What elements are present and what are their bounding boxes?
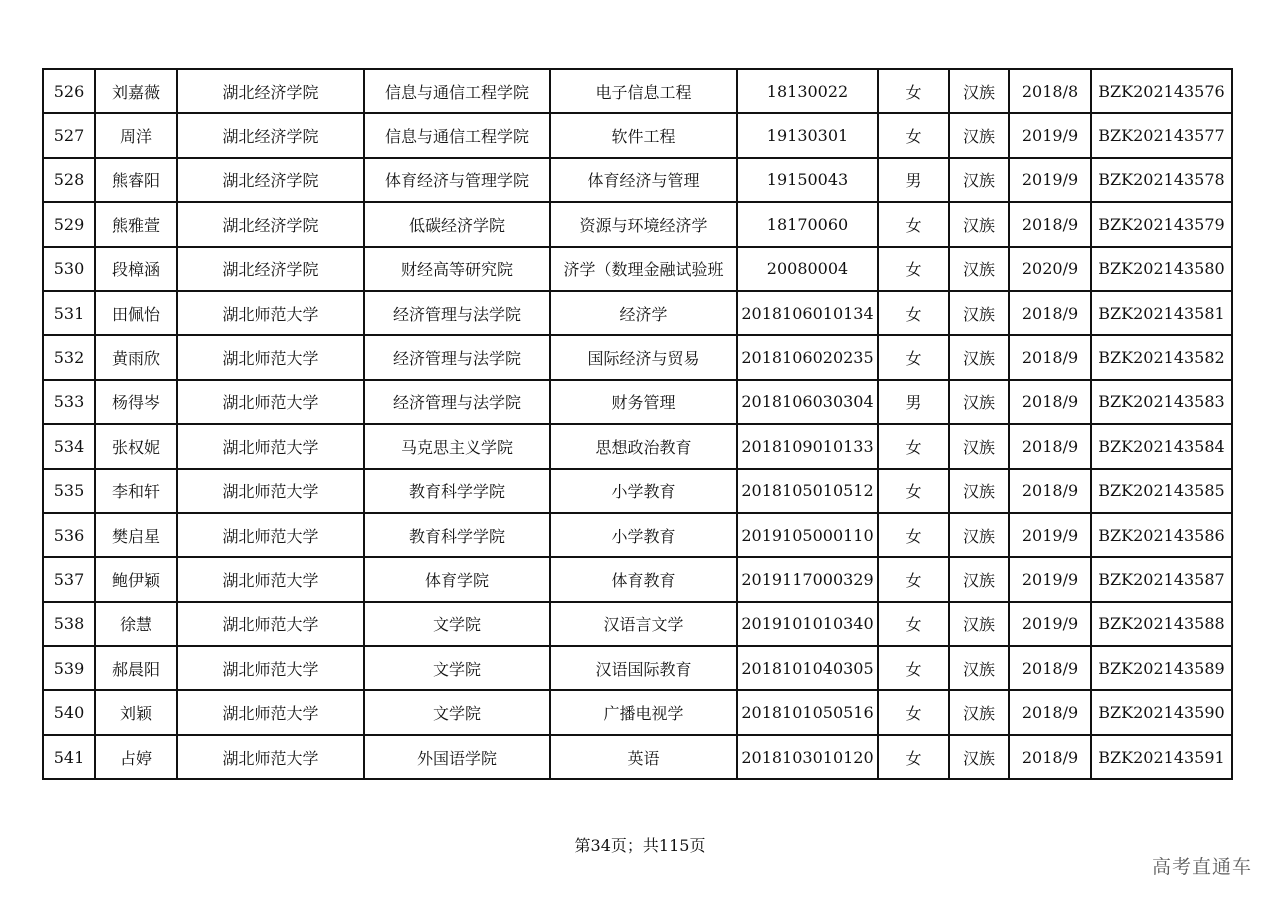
cell-number: 531: [43, 291, 95, 335]
cell-student-id: 2018106030304: [737, 380, 878, 424]
cell-ethnicity: 汉族: [949, 202, 1009, 246]
cell-student-id: 2019117000329: [737, 557, 878, 601]
cell-ethnicity: 汉族: [949, 646, 1009, 690]
cell-cert-number: BZK202143579: [1091, 202, 1232, 246]
cell-cert-number: BZK202143582: [1091, 335, 1232, 379]
cell-major: 小学教育: [550, 513, 737, 557]
cell-enroll-date: 2018/9: [1009, 469, 1091, 513]
cell-college: 经济管理与法学院: [364, 335, 550, 379]
cell-gender: 女: [878, 202, 949, 246]
table-row: [43, 690, 1232, 734]
cell-cert-number: BZK202143587: [1091, 557, 1232, 601]
cell-cert-number: BZK202143577: [1091, 113, 1232, 157]
cell-school: 湖北经济学院: [177, 158, 364, 202]
table-row: [43, 247, 1232, 291]
cell-school: 湖北师范大学: [177, 690, 364, 734]
table-row: [43, 202, 1232, 246]
cell-name: 鲍伊颖: [95, 557, 177, 601]
cell-enroll-date: 2019/9: [1009, 557, 1091, 601]
cell-cert-number: BZK202143588: [1091, 602, 1232, 646]
cell-cert-number: BZK202143585: [1091, 469, 1232, 513]
cell-college: 体育学院: [364, 557, 550, 601]
cell-school: 湖北经济学院: [177, 202, 364, 246]
table-row: [43, 335, 1232, 379]
table-row: [43, 557, 1232, 601]
cell-student-id: 20080004: [737, 247, 878, 291]
cell-cert-number: BZK202143591: [1091, 735, 1232, 779]
cell-cert-number: BZK202143576: [1091, 69, 1232, 113]
cell-enroll-date: 2018/9: [1009, 202, 1091, 246]
cell-school: 湖北师范大学: [177, 380, 364, 424]
cell-gender: 女: [878, 646, 949, 690]
cell-name: 段樟涵: [95, 247, 177, 291]
cell-name: 张权妮: [95, 424, 177, 468]
cell-cert-number: BZK202143578: [1091, 158, 1232, 202]
cell-ethnicity: 汉族: [949, 291, 1009, 335]
cell-number: 539: [43, 646, 95, 690]
cell-enroll-date: 2019/9: [1009, 513, 1091, 557]
cell-cert-number: BZK202143581: [1091, 291, 1232, 335]
cell-ethnicity: 汉族: [949, 469, 1009, 513]
cell-major: 济学（数理金融试验班: [550, 247, 737, 291]
cell-gender: 女: [878, 735, 949, 779]
cell-enroll-date: 2018/8: [1009, 69, 1091, 113]
cell-major: 小学教育: [550, 469, 737, 513]
cell-enroll-date: 2018/9: [1009, 690, 1091, 734]
page-number: 第34页；共115页: [574, 836, 706, 855]
cell-college: 教育科学学院: [364, 513, 550, 557]
cell-school: 湖北师范大学: [177, 557, 364, 601]
table-row: [43, 158, 1232, 202]
cell-number: 528: [43, 158, 95, 202]
cell-student-id: 18170060: [737, 202, 878, 246]
cell-student-id: 2018101050516: [737, 690, 878, 734]
table-row: [43, 513, 1232, 557]
cell-ethnicity: 汉族: [949, 735, 1009, 779]
cell-gender: 女: [878, 113, 949, 157]
table-row: [43, 291, 1232, 335]
cell-ethnicity: 汉族: [949, 335, 1009, 379]
cell-college: 文学院: [364, 646, 550, 690]
cell-enroll-date: 2018/9: [1009, 291, 1091, 335]
cell-gender: 女: [878, 690, 949, 734]
cell-student-id: 2018101040305: [737, 646, 878, 690]
cell-cert-number: BZK202143583: [1091, 380, 1232, 424]
cell-college: 财经高等研究院: [364, 247, 550, 291]
cell-name: 郝晨阳: [95, 646, 177, 690]
cell-name: 徐慧: [95, 602, 177, 646]
table-row: [43, 424, 1232, 468]
cell-gender: 女: [878, 69, 949, 113]
cell-ethnicity: 汉族: [949, 690, 1009, 734]
cell-student-id: 2019101010340: [737, 602, 878, 646]
cell-college: 文学院: [364, 690, 550, 734]
cell-college: 马克思主义学院: [364, 424, 550, 468]
cell-school: 湖北师范大学: [177, 513, 364, 557]
cell-name: 田佩怡: [95, 291, 177, 335]
cell-student-id: 2018106020235: [737, 335, 878, 379]
cell-cert-number: BZK202143584: [1091, 424, 1232, 468]
cell-college: 低碳经济学院: [364, 202, 550, 246]
cell-name: 占婷: [95, 735, 177, 779]
cell-college: 信息与通信工程学院: [364, 113, 550, 157]
cell-ethnicity: 汉族: [949, 513, 1009, 557]
cell-number: 532: [43, 335, 95, 379]
cell-school: 湖北师范大学: [177, 646, 364, 690]
cell-student-id: 18130022: [737, 69, 878, 113]
cell-cert-number: BZK202143589: [1091, 646, 1232, 690]
cell-enroll-date: 2018/9: [1009, 735, 1091, 779]
cell-enroll-date: 2020/9: [1009, 247, 1091, 291]
cell-enroll-date: 2018/9: [1009, 380, 1091, 424]
cell-major: 财务管理: [550, 380, 737, 424]
cell-college: 外国语学院: [364, 735, 550, 779]
cell-number: 537: [43, 557, 95, 601]
cell-student-id: 2018105010512: [737, 469, 878, 513]
cell-student-id: 2018103010120: [737, 735, 878, 779]
watermark-logo-text: 高考直通车: [1151, 856, 1252, 878]
table-row: [43, 69, 1232, 113]
cell-enroll-date: 2018/9: [1009, 424, 1091, 468]
cell-enroll-date: 2019/9: [1009, 113, 1091, 157]
cell-school: 湖北师范大学: [177, 424, 364, 468]
cell-school: 湖北师范大学: [177, 291, 364, 335]
cell-name: 熊雅萱: [95, 202, 177, 246]
cell-major: 经济学: [550, 291, 737, 335]
cell-student-id: 19130301: [737, 113, 878, 157]
cell-school: 湖北师范大学: [177, 735, 364, 779]
cell-major: 电子信息工程: [550, 69, 737, 113]
cell-ethnicity: 汉族: [949, 158, 1009, 202]
cell-enroll-date: 2018/9: [1009, 335, 1091, 379]
cell-name: 刘嘉薇: [95, 69, 177, 113]
cell-student-id: 2018106010134: [737, 291, 878, 335]
cell-number: 538: [43, 602, 95, 646]
table-row: [43, 602, 1232, 646]
cell-college: 文学院: [364, 602, 550, 646]
cell-cert-number: BZK202143590: [1091, 690, 1232, 734]
cell-college: 教育科学学院: [364, 469, 550, 513]
cell-number: 540: [43, 690, 95, 734]
cell-major: 汉语国际教育: [550, 646, 737, 690]
cell-school: 湖北师范大学: [177, 602, 364, 646]
cell-ethnicity: 汉族: [949, 247, 1009, 291]
table-row: [43, 113, 1232, 157]
cell-gender: 女: [878, 335, 949, 379]
cell-major: 软件工程: [550, 113, 737, 157]
table-body: [43, 69, 1232, 779]
cell-enroll-date: 2019/9: [1009, 158, 1091, 202]
cell-gender: 男: [878, 158, 949, 202]
table-row: [43, 646, 1232, 690]
cell-student-id: 2019105000110: [737, 513, 878, 557]
cell-ethnicity: 汉族: [949, 424, 1009, 468]
cell-student-id: 2018109010133: [737, 424, 878, 468]
cell-ethnicity: 汉族: [949, 113, 1009, 157]
cell-ethnicity: 汉族: [949, 557, 1009, 601]
cell-number: 535: [43, 469, 95, 513]
cell-major: 广播电视学: [550, 690, 737, 734]
cell-college: 体育经济与管理学院: [364, 158, 550, 202]
cell-gender: 女: [878, 602, 949, 646]
cell-cert-number: BZK202143586: [1091, 513, 1232, 557]
cell-school: 湖北师范大学: [177, 335, 364, 379]
cell-gender: 女: [878, 291, 949, 335]
table-row: [43, 469, 1232, 513]
cell-number: 534: [43, 424, 95, 468]
cell-major: 资源与环境经济学: [550, 202, 737, 246]
cell-number: 536: [43, 513, 95, 557]
cell-major: 英语: [550, 735, 737, 779]
table-row: [43, 380, 1232, 424]
cell-school: 湖北经济学院: [177, 247, 364, 291]
student-roster-table: [42, 68, 1233, 780]
cell-name: 杨得岑: [95, 380, 177, 424]
cell-gender: 女: [878, 424, 949, 468]
cell-ethnicity: 汉族: [949, 69, 1009, 113]
cell-name: 刘颖: [95, 690, 177, 734]
cell-ethnicity: 汉族: [949, 380, 1009, 424]
cell-college: 经济管理与法学院: [364, 291, 550, 335]
cell-major: 国际经济与贸易: [550, 335, 737, 379]
cell-school: 湖北师范大学: [177, 469, 364, 513]
cell-number: 533: [43, 380, 95, 424]
cell-student-id: 19150043: [737, 158, 878, 202]
cell-major: 体育教育: [550, 557, 737, 601]
cell-name: 周洋: [95, 113, 177, 157]
cell-major: 体育经济与管理: [550, 158, 737, 202]
cell-name: 李和轩: [95, 469, 177, 513]
cell-gender: 女: [878, 513, 949, 557]
cell-college: 信息与通信工程学院: [364, 69, 550, 113]
cell-gender: 男: [878, 380, 949, 424]
cell-name: 樊启星: [95, 513, 177, 557]
cell-number: 541: [43, 735, 95, 779]
cell-cert-number: BZK202143580: [1091, 247, 1232, 291]
cell-gender: 女: [878, 247, 949, 291]
cell-enroll-date: 2018/9: [1009, 646, 1091, 690]
cell-number: 529: [43, 202, 95, 246]
cell-gender: 女: [878, 469, 949, 513]
cell-major: 汉语言文学: [550, 602, 737, 646]
cell-name: 熊睿阳: [95, 158, 177, 202]
table-row: [43, 735, 1232, 779]
cell-major: 思想政治教育: [550, 424, 737, 468]
cell-number: 530: [43, 247, 95, 291]
cell-name: 黄雨欣: [95, 335, 177, 379]
cell-gender: 女: [878, 557, 949, 601]
cell-school: 湖北经济学院: [177, 69, 364, 113]
cell-number: 527: [43, 113, 95, 157]
cell-ethnicity: 汉族: [949, 602, 1009, 646]
cell-school: 湖北经济学院: [177, 113, 364, 157]
cell-college: 经济管理与法学院: [364, 380, 550, 424]
cell-enroll-date: 2019/9: [1009, 602, 1091, 646]
cell-number: 526: [43, 69, 95, 113]
